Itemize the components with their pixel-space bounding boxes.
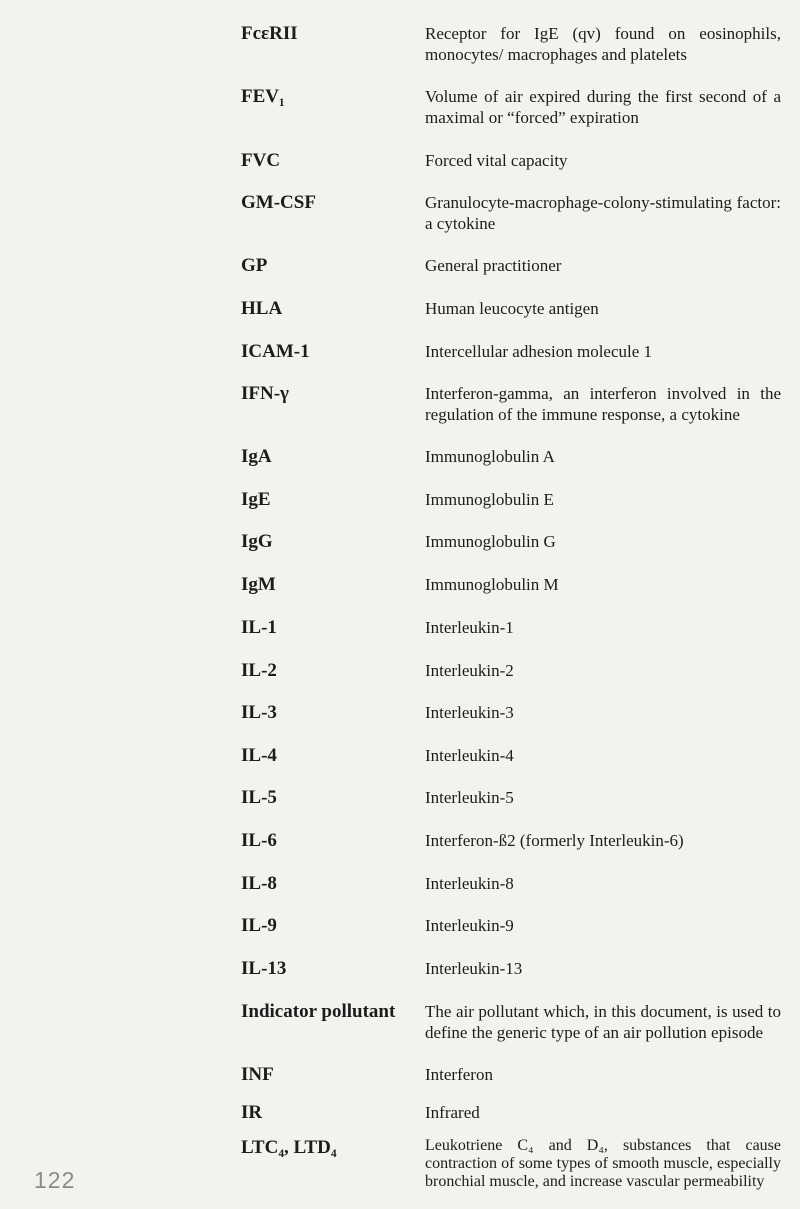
glossary-term: LTC₄, LTD₄ [241,1137,337,1158]
glossary-definition: Immunoglobulin G [425,532,556,551]
glossary-definition: Interleukin-2 [425,661,514,680]
glossary-term: FcεRII [241,23,298,44]
glossary-term: GP [241,255,268,276]
glossary-term: IL-5 [241,787,277,808]
glossary-definition: Interleukin-3 [425,703,514,722]
glossary-definition: Interleukin-8 [425,874,514,893]
glossary-definition: Immunoglobulin M [425,575,559,594]
glossary-term: IL-1 [241,617,277,638]
glossary-term: Indicator pollutant [241,1001,396,1022]
glossary-definition: Interleukin-5 [425,788,514,807]
glossary-term: IL-6 [241,830,277,851]
glossary-definition: Interferon-ß2 (formerly Interleukin-6) [425,831,684,850]
glossary-definition: Human leucocyte antigen [425,299,599,318]
glossary-term: IFN-γ [241,383,289,404]
glossary-definition: Intercellular adhesion molecule 1 [425,342,653,361]
glossary-term: INF [241,1064,274,1085]
glossary-definition: Infrared [425,1103,480,1122]
glossary-definition: Granulocyte-macrophage-colony-stimulating factor: a cytokine [425,193,781,233]
glossary-term: IL-9 [241,915,277,936]
glossary-definition: General practitioner [425,256,562,275]
glossary-term: IgG [241,531,273,552]
glossary-definition: Interferon-gamma, an interferon involved in the regulation of the immune response, a cytokine [425,384,781,424]
glossary-definition: Interleukin-1 [425,618,514,637]
glossary-term: IgM [241,574,276,595]
glossary-term: GM-CSF [241,192,316,213]
glossary-definition: Leukotriene C₄ and D₄, substances that cause contraction of some types of smooth muscle, especially bronchial muscle, and increase vascular permeability [425,1137,781,1190]
glossary-definition: Immunoglobulin A [425,447,555,466]
glossary-term: IgE [241,489,271,510]
glossary-definition: Volume of air expired during the first second of a maximal or “forced” expiration [425,87,781,127]
glossary-definition: Forced vital capacity [425,151,568,170]
glossary-definition: Interleukin-4 [425,746,514,765]
glossary-term: IR [241,1102,263,1123]
glossary-definition: Interferon [425,1065,493,1084]
glossary-term: IgA [241,446,272,467]
glossary-term: IL-2 [241,660,277,681]
glossary-definition: Immunoglobulin E [425,490,554,509]
glossary-term: FVC [241,150,281,171]
glossary-definition: Interleukin-13 [425,959,523,978]
glossary-definition: Interleukin-9 [425,916,514,935]
glossary-term: IL-13 [241,958,287,979]
glossary-definition: The air pollutant which, in this document, is used to define the generic type of an air pollution episode [425,1002,781,1042]
page-number: 122 [34,1167,76,1193]
glossary-term: ICAM-1 [241,341,310,362]
glossary-term: IL-8 [241,873,277,894]
glossary-definition: Receptor for IgE (qv) found on eosinophils, monocytes/ macrophages and platelets [425,24,781,64]
glossary-term: FEV₁ [241,86,285,107]
glossary-term: HLA [241,298,283,319]
glossary-term: IL-4 [241,745,277,766]
glossary-term: IL-3 [241,702,277,723]
